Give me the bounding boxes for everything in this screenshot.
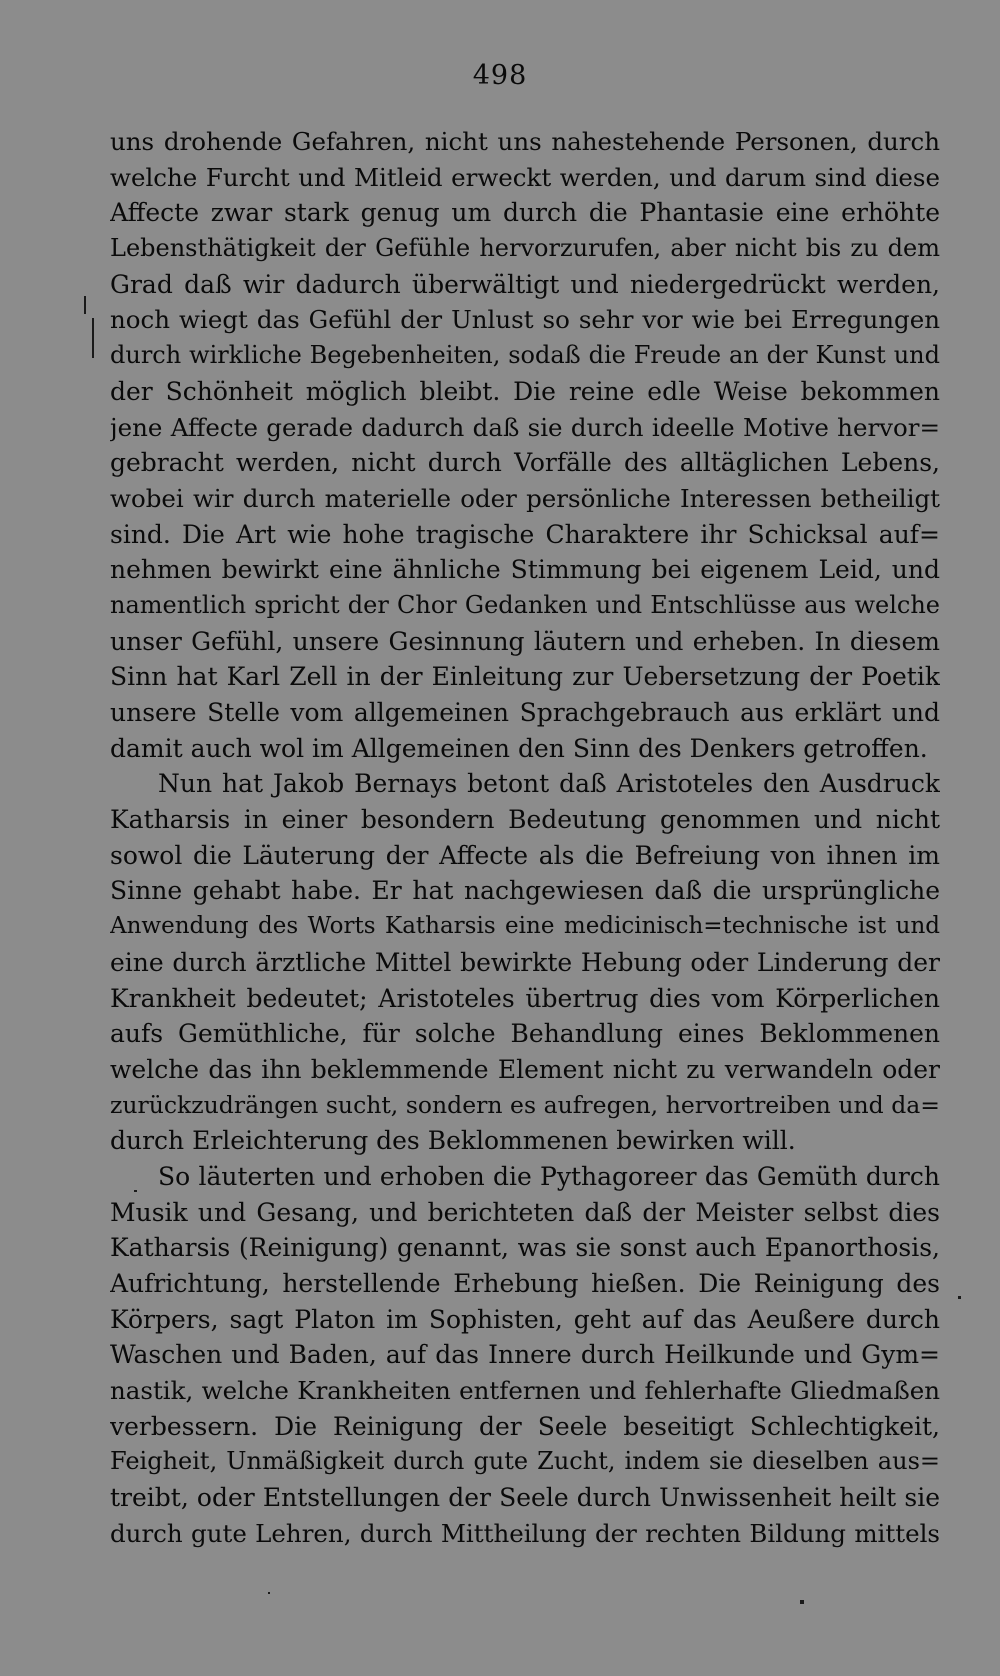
- page-number: 498: [472, 60, 528, 91]
- text-line: namentlich spricht der Chor Gedanken und Entschlüsse aus welche: [110, 590, 940, 619]
- text-line: wobei wir durch materielle oder persönliche Interessen betheiligt: [110, 483, 940, 513]
- text-line: verbessern. Die Reinigung der Seele beseitigt Schlechtigkeit,: [110, 1411, 940, 1441]
- text-line: noch wiegt das Gefühl der Unlust so sehr vor wie bei Erregungen: [110, 305, 940, 335]
- text-line: Körpers, sagt Platon im Sophisten, geht auf das Aeußere durch: [110, 1304, 940, 1334]
- text-line: Feigheit, Unmäßigkeit durch gute Zucht, indem sie dieselben aus=: [110, 1447, 940, 1476]
- text-line: durch wirkliche Begebenheiten, sodaß die Freude an der Kunst und: [110, 341, 940, 370]
- text-line: Krankheit bedeutet; Aristoteles übertrug dies vom Körperlichen: [110, 983, 940, 1013]
- text-line: Anwendung des Worts Katharsis eine medicinisch=technische ist und: [110, 913, 940, 940]
- text-line: Lebensthätigkeit der Gefühle hervorzurufen, aber nicht bis zu dem: [110, 234, 940, 263]
- text-line: Musik und Gesang, und berichteten daß der Meister selbst dies: [110, 1197, 940, 1227]
- scan-speck: [958, 1296, 961, 1299]
- text-line: sind. Die Art wie hohe tragische Charaktere ihr Schicksal auf=: [110, 519, 940, 549]
- body-text: [110, 124, 940, 1552]
- text-line: eine durch ärztliche Mittel bewirkte Hebung oder Linderung der: [110, 947, 940, 977]
- text-line: jene Affecte gerade dadurch daß sie durch ideelle Motive hervor=: [110, 412, 940, 442]
- text-line: nastik, welche Krankheiten entfernen und fehlerhafte Gliedmaßen: [110, 1376, 940, 1406]
- text-line: uns drohende Gefahren, nicht uns nahestehende Personen, durch: [110, 127, 940, 156]
- text-line: Katharsis (Reinigung) genannt, was sie sonst auch Epanorthosis,: [110, 1233, 940, 1263]
- text-line: welche Furcht und Mitleid erweckt werden, und darum sind diese: [110, 162, 940, 192]
- scan-speck: [800, 1600, 804, 1604]
- text-line: unsere Stelle vom allgemeinen Sprachgebrauch aus erklärt und: [110, 698, 940, 727]
- text-line: Sinne gehabt habe. Er hat nachgewiesen daß die ursprüngliche: [110, 876, 940, 906]
- text-line: durch Erleichterung des Beklommenen bewirken will.: [110, 1126, 796, 1156]
- text-line: treibt, oder Entstellungen der Seele durch Unwissenheit heilt sie: [110, 1483, 940, 1513]
- text-line: Katharsis in einer besondern Bedeutung genommen und nicht: [110, 805, 940, 835]
- text-line: So läuterten und erhoben die Pythagoreer das Gemüth durch: [158, 1161, 940, 1191]
- text-line: gebracht werden, nicht durch Vorfälle des alltäglichen Lebens,: [110, 448, 940, 478]
- text-line: nehmen bewirkt eine ähnliche Stimmung bei eigenem Leid, und: [110, 555, 940, 585]
- text-line: welche das ihn beklemmende Element nicht zu verwandeln oder: [110, 1054, 940, 1084]
- text-line: der Schönheit möglich bleibt. Die reine edle Weise bekommen: [110, 376, 940, 406]
- scan-speck: [84, 296, 86, 314]
- text-line: zurückzudrängen sucht, sondern es aufregen, hervortreiben und da=: [110, 1090, 940, 1119]
- text-line: sowol die Läuterung der Affecte als die Befreiung von ihnen im: [110, 840, 940, 870]
- scan-speck: [92, 318, 94, 358]
- text-line: damit auch wol im Allgemeinen den Sinn des Denkers getroffen.: [110, 733, 928, 763]
- text-line: Aufrichtung, herstellende Erhebung hießen. Die Reinigung des: [110, 1269, 940, 1298]
- text-line: aufs Gemüthliche, für solche Behandlung eines Beklommenen: [110, 1019, 940, 1049]
- text-line: Sinn hat Karl Zell in der Einleitung zur Uebersetzung der Poetik: [110, 662, 940, 692]
- text-line: Nun hat Jakob Bernays betont daß Aristoteles den Ausdruck: [158, 769, 940, 799]
- scan-speck: [268, 1592, 270, 1594]
- text-line: unser Gefühl, unsere Gesinnung läutern und erheben. In diesem: [110, 626, 940, 656]
- scan-speck: [134, 1190, 137, 1192]
- text-line: Grad daß wir dadurch überwältigt und niedergedrückt werden,: [110, 269, 940, 299]
- text-line: Affecte zwar stark genug um durch die Phantasie eine erhöhte: [110, 198, 940, 228]
- text-line: durch gute Lehren, durch Mittheilung der rechten Bildung mittels: [110, 1518, 940, 1548]
- text-line: Waschen und Baden, auf das Innere durch Heilkunde und Gym=: [110, 1340, 940, 1370]
